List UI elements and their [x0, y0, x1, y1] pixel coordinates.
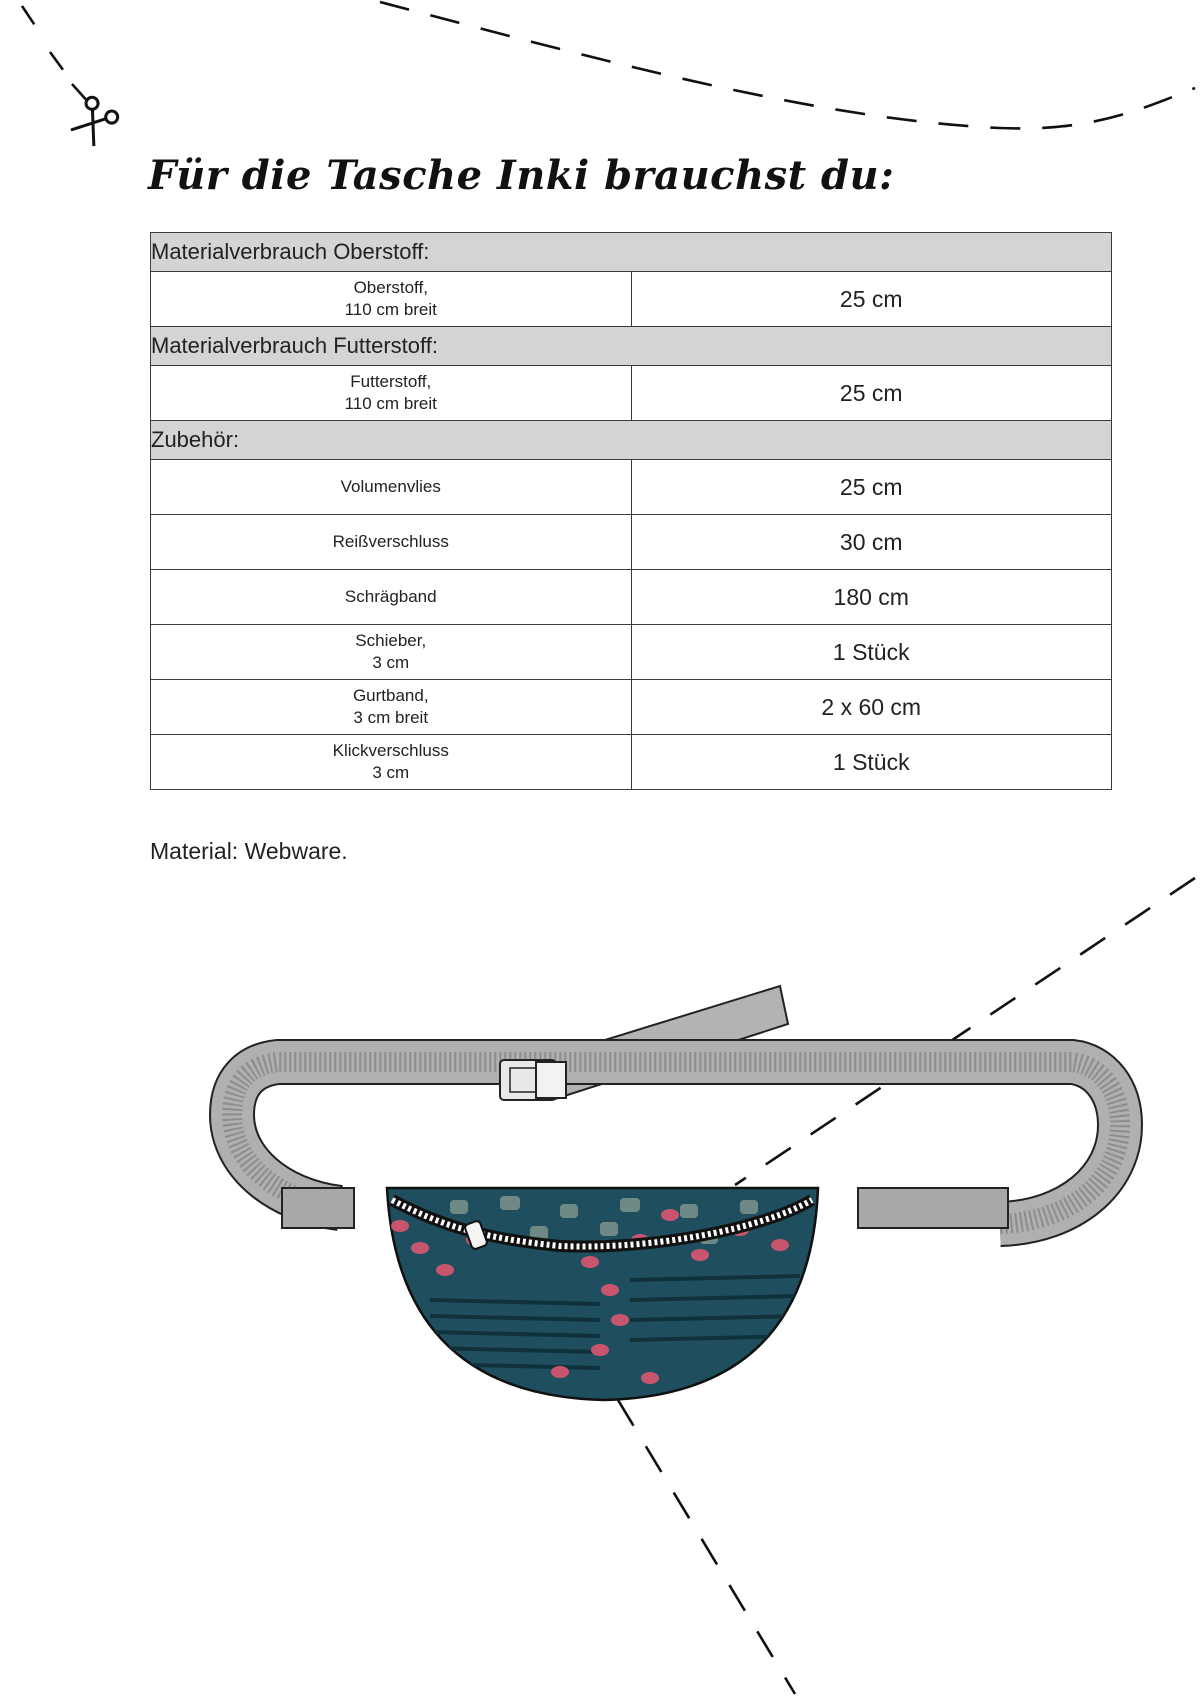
cut-line-top [22, 6, 90, 104]
material-label: Schieber, 3 cm [151, 625, 632, 680]
table-row [151, 366, 1112, 421]
material-label: Oberstoff, 110 cm breit [151, 272, 632, 327]
material-amount: 2 x 60 cm [631, 680, 1112, 735]
material-label: Gurtband, 3 cm breit [151, 680, 632, 735]
material-amount: 30 cm [631, 515, 1112, 570]
belt-bag-illustration [232, 986, 1120, 1400]
section-title-futterstoff: Materialverbrauch Futterstoff: [151, 327, 1112, 366]
scissors-icon [68, 95, 120, 148]
material-amount: 25 cm [631, 366, 1112, 421]
table-row [151, 460, 1112, 515]
material-amount: 1 Stück [631, 625, 1112, 680]
material-amount: 25 cm [631, 272, 1112, 327]
material-note: Material: Webware. [150, 838, 348, 864]
section-header [151, 233, 1112, 272]
material-label: Reißverschluss [151, 515, 632, 570]
table-row [151, 515, 1112, 570]
section-header [151, 327, 1112, 366]
material-label: Schrägband [151, 570, 632, 625]
page-heading: Für die Tasche Inki brauchst du: [148, 152, 895, 199]
material-label: Volumenvlies [151, 460, 632, 515]
table-row [151, 735, 1112, 790]
table-row [151, 570, 1112, 625]
buckle-icon [500, 1060, 566, 1100]
material-label: Klickverschluss 3 cm [151, 735, 632, 790]
table-row [151, 680, 1112, 735]
table-row [151, 625, 1112, 680]
section-title-zubehoer: Zubehör: [151, 421, 1112, 460]
cut-line-top-arc [380, 2, 1195, 128]
material-amount: 180 cm [631, 570, 1112, 625]
material-amount: 25 cm [631, 460, 1112, 515]
table-row [151, 272, 1112, 327]
section-title-oberstoff: Materialverbrauch Oberstoff: [151, 233, 1112, 272]
material-label: Futterstoff, 110 cm breit [151, 366, 632, 421]
section-header [151, 421, 1112, 460]
cut-line-diagonal-lower [618, 1400, 795, 1694]
material-amount: 1 Stück [631, 735, 1112, 790]
material-table [150, 232, 1112, 790]
